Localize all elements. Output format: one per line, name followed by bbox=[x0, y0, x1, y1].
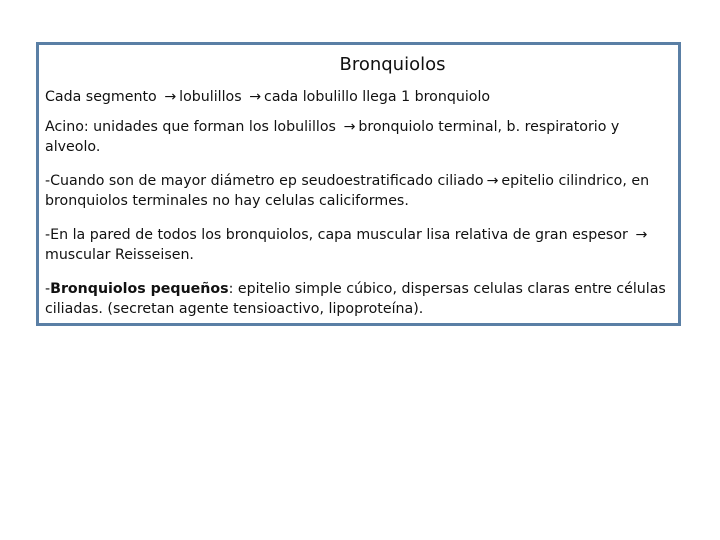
slide-title: Bronquiolos bbox=[339, 54, 446, 75]
arrow-right-icon: → bbox=[343, 119, 356, 135]
arrow-right-icon: → bbox=[635, 227, 648, 243]
text-segment: muscular Reisseisen. bbox=[45, 247, 194, 263]
text-segment: lobulillos bbox=[179, 89, 242, 105]
paragraph-segmento bbox=[45, 87, 670, 107]
text-segment: epitelio cilindrico, en bronquiolos terminales no hay celulas caliciformes. bbox=[45, 173, 650, 209]
arrow-right-icon: → bbox=[486, 173, 499, 189]
arrow-right-icon: → bbox=[249, 89, 262, 105]
text-segment: bronquiolo terminal, b. respiratorio y alveolo. bbox=[45, 119, 620, 155]
text-segment: Cada segmento bbox=[45, 89, 157, 105]
text-segment: Acino: unidades que forman los lobulillos bbox=[45, 119, 336, 135]
content-box bbox=[36, 42, 681, 326]
arrow-right-icon: → bbox=[164, 89, 177, 105]
bold-term: Bronquiolos pequeños bbox=[50, 281, 229, 297]
paragraph-acino bbox=[45, 117, 670, 157]
text-segment: -En la pared de todos los bronquiolos, capa muscular lisa relativa de gran espesor bbox=[45, 227, 628, 243]
text-segment: -Cuando son de mayor diámetro ep seudoestratificado ciliado bbox=[45, 173, 484, 189]
text-segment: cada lobulillo llega 1 bronquiolo bbox=[264, 89, 491, 105]
text-prefix: - bbox=[45, 281, 51, 297]
text-segment: : epitelio simple cúbico, dispersas celulas claras entre células ciliadas. (secretan agente tensioactivo, lipoproteína). bbox=[45, 281, 666, 317]
paragraph-pequenos bbox=[45, 279, 670, 319]
paragraph-diametro bbox=[45, 171, 670, 211]
paragraph-pared bbox=[45, 225, 670, 265]
